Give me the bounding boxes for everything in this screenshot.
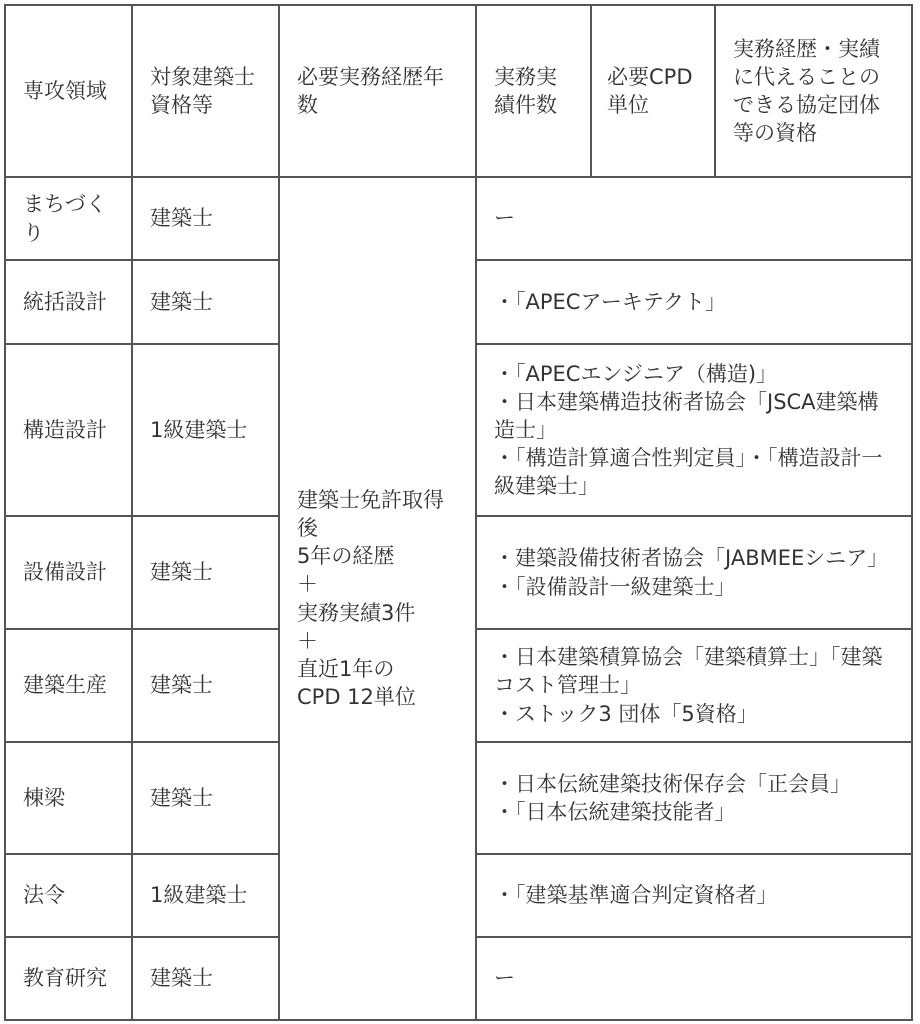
- alt-qualification-cell: [476, 854, 912, 937]
- domain-cell: 構造設計: [5, 344, 132, 516]
- table-row: [5, 177, 912, 260]
- alt-qualification-line: ・「APECアーキテクト」: [494, 289, 726, 314]
- alt-qualification-cell: [476, 260, 912, 344]
- shared-requirement-cell: [279, 177, 476, 1020]
- alt-qualification-line: ・日本建築構造技術者協会「JSCA建築構造士」: [494, 389, 879, 442]
- header-alt-qualifications: 実務経歴・実績に代えることのできる協定団体等の資格: [715, 5, 912, 177]
- domain-cell: 法令: [5, 854, 132, 937]
- header-domain: 専攻領域: [5, 5, 132, 177]
- qualification-cell: 建築士: [132, 177, 279, 260]
- alt-qualification-cell: [476, 937, 912, 1020]
- alt-qualification-cell: [476, 742, 912, 854]
- requirement-line: 実務実績3件: [297, 600, 416, 625]
- domain-cell: 統括設計: [5, 260, 132, 344]
- requirement-line: 建築士免許取得後: [297, 488, 444, 541]
- domain-cell: まちづくり: [5, 177, 132, 260]
- requirement-line: ＋: [297, 628, 318, 653]
- requirement-line: 直近1年の: [297, 656, 395, 681]
- alt-qualification-cell: [476, 344, 912, 516]
- requirements-table: [4, 4, 913, 1021]
- alt-qualification-line: ・「建築基準適合判定資格者」: [494, 883, 778, 908]
- domain-cell: 棟梁: [5, 742, 132, 854]
- alt-qualification-line: ・建築設備技術者協会「JABMEEシニア」: [494, 546, 889, 571]
- qualification-cell: 建築士: [132, 516, 279, 629]
- requirement-line: 5年の経歴: [297, 544, 395, 569]
- header-years: 必要実務経歴年数: [279, 5, 476, 177]
- domain-cell: 建築生産: [5, 629, 132, 742]
- qualification-cell: 建築士: [132, 742, 279, 854]
- domain-cell: 設備設計: [5, 516, 132, 629]
- alt-qualification-cell: [476, 629, 912, 742]
- alt-qualification-line: ・ストック3 団体「5資格」: [494, 701, 758, 726]
- alt-qualification-line: ・日本建築積算協会「建築積算士」「建築コスト管理士」: [494, 645, 883, 698]
- header-row: [5, 5, 912, 177]
- alt-qualification-line: ・「設備設計一級建築士」: [494, 574, 736, 599]
- qualification-cell: 1級建築士: [132, 344, 279, 516]
- requirement-line: CPD 12単位: [297, 684, 416, 709]
- alt-qualification-line: ・「APECエンジニア（構造)」: [494, 361, 778, 386]
- qualification-cell: 建築士: [132, 937, 279, 1020]
- header-cpd: 必要CPD単位: [591, 5, 715, 177]
- alt-qualification-line: ー: [494, 206, 515, 231]
- alt-qualification-cell: [476, 177, 912, 260]
- header-qualification: 対象建築士資格等: [132, 5, 279, 177]
- alt-qualification-cell: [476, 516, 912, 629]
- qualification-cell: 1級建築士: [132, 854, 279, 937]
- alt-qualification-line: ・「日本伝統建築技能者」: [494, 800, 736, 824]
- alt-qualification-line: ー: [494, 966, 515, 991]
- alt-qualification-line: ・日本伝統建築技術保存会「正会員」: [494, 771, 851, 796]
- qualification-cell: 建築士: [132, 629, 279, 742]
- domain-cell: 教育研究: [5, 937, 132, 1020]
- header-count: 実務実績件数: [476, 5, 591, 177]
- alt-qualification-line: ・「構造計算適合性判定員」・「構造設計一級建築士」: [494, 446, 883, 499]
- requirement-line: ＋: [297, 572, 318, 597]
- qualification-cell: 建築士: [132, 260, 279, 344]
